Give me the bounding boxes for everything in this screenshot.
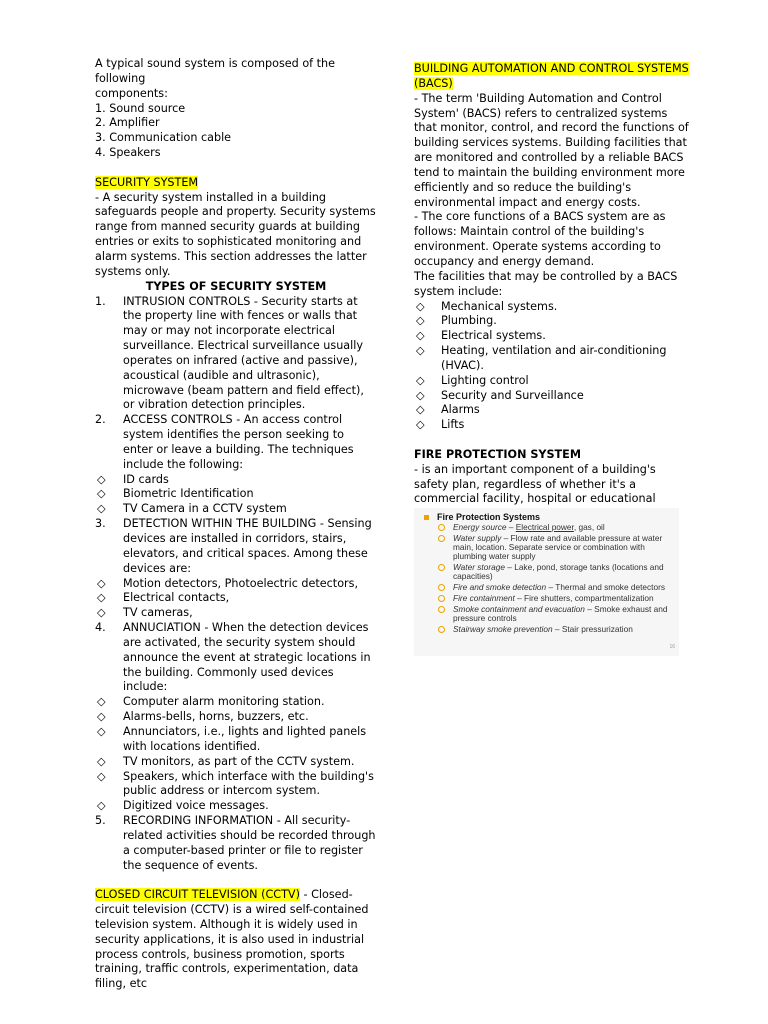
circle-bullet-icon	[438, 606, 445, 613]
bullet-item: ◇ Electrical systems.	[416, 329, 546, 343]
slide-item: Water supply – Flow rate and available pressure at water main, location. Separate service or combination with plumbing water supply	[438, 534, 674, 561]
intro-line-1: A typical sound system is composed of the following	[95, 57, 336, 85]
bullet-item: ◇ Electrical contacts,	[97, 591, 230, 605]
item-text: ANNUCIATION - When the detection devices are activated, the security system should announce the event at strategic locations in the building. Commonly used devices include:	[123, 621, 371, 694]
fire-description: - is an important component of a building's safety plan, regardless of whether it's a commercial facility, hospital or educational	[414, 462, 656, 506]
item-text: ACCESS CONTROLS - An access control system identifies the person seeking to enter or leave a building. The techniques include the following:	[123, 413, 354, 471]
item-number: 2.	[95, 413, 106, 427]
diamond-icon: ◇	[97, 799, 106, 813]
item-text: INTRUSION CONTROLS - Security starts at the property line with fences or walls that may or may not incorporate electrical surveillance. Electrical surveillance usually operates on infrared (active and passive), acoustical (audible and ultrasonic), microwave (beam pattern and field effect), or vibration detection principles.	[123, 294, 364, 412]
sound-item: 4. Speakers	[95, 146, 161, 160]
sound-item: 1. Sound source	[95, 101, 186, 115]
diamond-icon: ◇	[97, 754, 106, 768]
fire-heading: FIRE PROTECTION SYSTEM	[414, 447, 581, 461]
diamond-icon: ◇	[416, 418, 425, 432]
slide-item: Water storage – Lake, pond, storage tanks (locations and capacities)	[438, 563, 674, 581]
diamond-icon: ◇	[97, 724, 106, 738]
sound-item: 2. Amplifier	[95, 116, 160, 130]
numbered-item	[95, 621, 377, 695]
cctv-description: - Closed-circuit television (CCTV) is a wired self-contained television system. Although it is widely used in security applications, it is also used in industrial process controls, business promotion, sports training, traffic controls, experimentation, data filing, etc	[95, 888, 369, 991]
left-column	[95, 57, 377, 992]
diamond-icon: ◇	[416, 299, 425, 313]
types-title: TYPES OF SECURITY SYSTEM	[145, 279, 327, 293]
diamond-icon: ◇	[97, 576, 106, 590]
bullet-item: ◇ Alarms-bells, horns, buzzers, etc.	[97, 710, 309, 724]
circle-bullet-icon	[438, 564, 445, 571]
bullet-item: ◇ Lifts	[416, 418, 465, 432]
bullet-item: ◇ Annunciators, i.e., lights and lighted panels with locations identified.	[97, 724, 367, 753]
diamond-icon: ◇	[416, 344, 425, 358]
diamond-icon: ◇	[416, 314, 425, 328]
diamond-icon: ◇	[416, 329, 425, 343]
item-number: 4.	[95, 621, 106, 635]
sound-item: 3. Communication cable	[95, 131, 232, 145]
diamond-icon: ◇	[97, 710, 106, 724]
slide-title: Fire Protection Systems	[424, 513, 540, 522]
bullet-item: ◇ TV cameras,	[97, 606, 193, 620]
slide-item: Energy source – Electrical power, gas, oil	[438, 523, 674, 532]
bullet-item: ◇ Speakers, which interface with the building's public address or intercom system.	[97, 769, 374, 798]
bullet-item: ◇ Lighting control	[416, 373, 529, 387]
diamond-icon: ◇	[97, 606, 106, 620]
slide-item-list	[438, 523, 674, 636]
intro-line-2: components:	[95, 86, 168, 100]
bullet-item: ◇ Heating, ventilation and air-conditioning (HVAC).	[416, 344, 667, 372]
item-text: RECORDING INFORMATION - All security-related activities should be recorded through a computer-based printer or file to register the sequence of events.	[123, 814, 376, 872]
bacs-description: - The term 'Building Automation and Control System' (BACS) refers to centralized systems that monitor, control, and record the functions of building services systems. Building facilities that are monitored and controlled by a reliable BACS tend to maintain the building environment more efficiently and so reduce the building's environmental impact and energy costs.	[414, 91, 689, 209]
circle-bullet-icon	[438, 535, 445, 542]
slide-page-number: 16	[669, 644, 675, 650]
bullet-item: ◇ Biometric Identification	[97, 487, 254, 501]
bullet-item: ◇ TV Camera in a CCTV system	[97, 502, 287, 516]
bullet-item: ◇ Plumbing.	[416, 314, 497, 328]
numbered-item	[95, 413, 377, 472]
item-number: 3.	[95, 517, 106, 531]
diamond-icon: ◇	[416, 403, 425, 417]
cctv-heading: CLOSED CIRCUIT TELEVISION (CCTV)	[95, 888, 300, 902]
diamond-icon: ◇	[97, 769, 106, 783]
diamond-icon: ◇	[97, 502, 106, 516]
security-description: - A security system installed in a building safeguards people and property. Security systems range from manned security guards at building entries or exits to sophisticated monitoring and alarm systems. This section addresses the latter systems only.	[95, 190, 376, 278]
square-bullet-icon	[424, 515, 429, 520]
slide-item: Smoke containment and evacuation – Smoke exhaust and pressure controls	[438, 605, 674, 623]
bullet-item: ◇ Security and Surveillance	[416, 388, 584, 402]
bacs-core-functions: - The core functions of a BACS system are as follows: Maintain control of the building's environment. Operate systems according to occupancy and energy demand.	[414, 210, 666, 268]
security-heading: SECURITY SYSTEM	[95, 175, 199, 189]
item-number: 5.	[95, 814, 106, 828]
right-column	[414, 62, 692, 522]
diamond-icon: ◇	[97, 487, 106, 501]
slide-item: Stairway smoke prevention – Stair pressurization	[438, 625, 674, 634]
circle-bullet-icon	[438, 584, 445, 591]
numbered-item	[95, 517, 377, 576]
bullet-item: ◇ Motion detectors, Photoelectric detectors,	[97, 576, 359, 590]
diamond-icon: ◇	[97, 591, 106, 605]
diamond-icon: ◇	[97, 695, 106, 709]
diamond-icon: ◇	[97, 472, 106, 486]
cctv-paragraph	[95, 888, 377, 992]
slide-item: Fire and smoke detection – Thermal and smoke detectors	[438, 583, 674, 592]
diamond-icon: ◇	[416, 388, 425, 402]
diamond-icon: ◇	[416, 373, 425, 387]
bullet-item: ◇ ID cards	[97, 472, 169, 486]
bacs-facilities: The facilities that may be controlled by a BACS system include:	[414, 269, 678, 298]
bullet-item: ◇ Mechanical systems.	[416, 299, 558, 313]
circle-bullet-icon	[438, 595, 445, 602]
bacs-heading: BUILDING AUTOMATION AND CONTROL SYSTEMS (BACS)	[414, 62, 689, 90]
circle-bullet-icon	[438, 626, 445, 633]
fire-protection-slide	[414, 508, 679, 656]
bullet-item: ◇ Alarms	[416, 403, 480, 417]
bullet-item: ◇ Computer alarm monitoring station.	[97, 695, 325, 709]
bullet-item: ◇ TV monitors, as part of the CCTV system.	[97, 754, 355, 768]
bullet-item: ◇ Digitized voice messages.	[97, 799, 269, 813]
item-text: DETECTION WITHIN THE BUILDING - Sensing devices are installed in corridors, stairs, elevators, and critical spaces. Among these devices are:	[123, 517, 372, 575]
item-number: 1.	[95, 294, 106, 308]
circle-bullet-icon	[438, 524, 445, 531]
numbered-item	[95, 295, 377, 414]
numbered-item	[95, 814, 377, 873]
slide-item: Fire containment – Fire shutters, compartmentalization	[438, 594, 674, 603]
